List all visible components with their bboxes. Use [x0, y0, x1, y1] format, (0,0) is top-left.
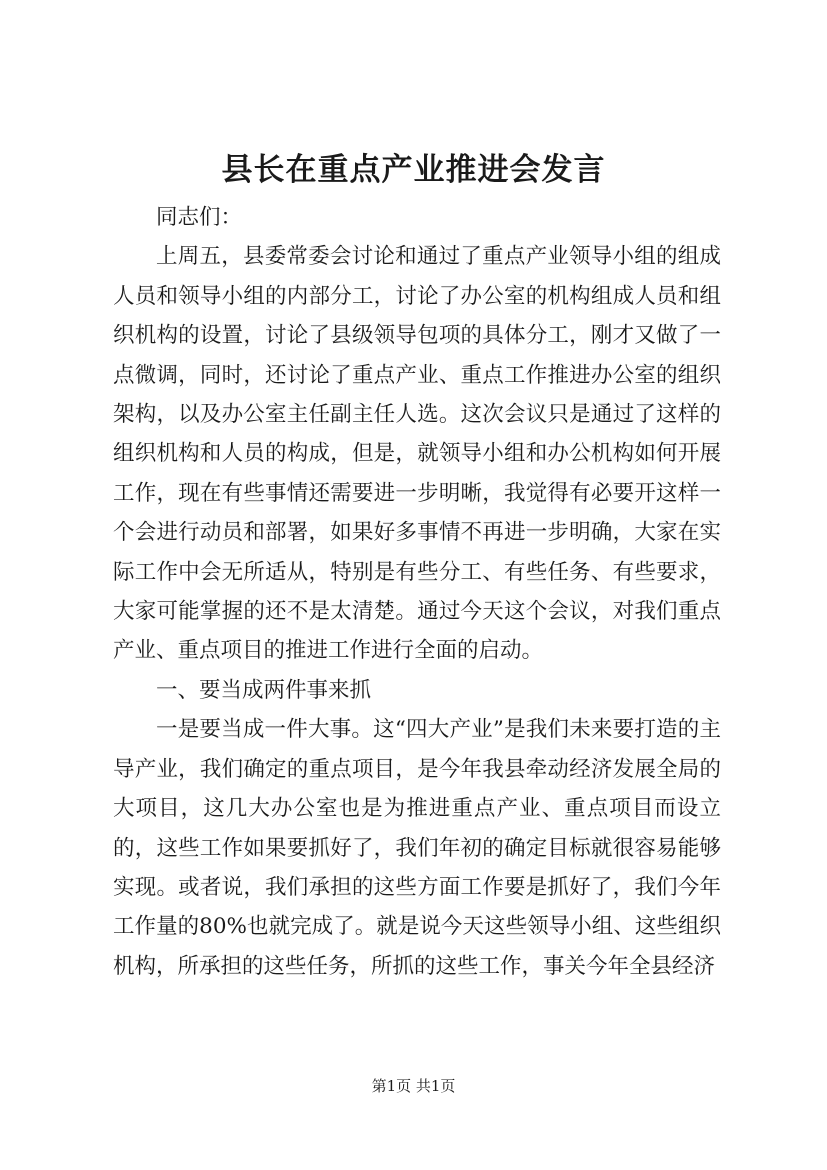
body-paragraph: 一是要当成一件大事。这“四大产业”是我们未来要打造的主导产业，我们确定的重点项目，是今年我县牵动经济发展全局的大项目，这几大办公室也是为推进重点产业、重点项目而设立的，这些工作如果要抓好了，我们年初的确定目标就很容易能够实现。或者说，我们承担的这些方面工作要是抓好了，我们今年工作量的80%也就完成了。就是说今天这些领导小组、这些组织机构，所承担的这些任务，所抓的这些工作，事关今年全县经济	[113, 717, 721, 979]
document-body	[113, 198, 721, 986]
section-heading: 一、要当成两件事来抓	[156, 677, 372, 703]
body-paragraph: 上周五，县委常委会讨论和通过了重点产业领导小组的组成人员和领导小组的内部分工，讨论了办公室的机构组成人员和组织机构的设置，讨论了县级领导包项的具体分工，刚才又做了一点微调，同时，还讨论了重点产业、重点工作推进办公室的组织架构，以及办公室主任副主任人选。这次会议只是通过了这样的组织机构和人员的构成，但是，就领导小组和办公机构如何开展工作，现在有些事情还需要进一步明晰，我觉得有必要开这样一个会进行动员和部署，如果好多事情不再进一步明确，大家在实际工作中会无所适从，特别是有些分工、有些任务、有些要求，大家可能掌握的还不是太清楚。通过今天这个会议，对我们重点产业、重点项目的推进工作进行全面的启动。	[113, 244, 721, 664]
salutation: 同志们：	[156, 205, 243, 230]
page-number-footer: 第1页 共1页	[371, 1077, 456, 1095]
document-title: 县长在重点产业推进会发言	[221, 152, 606, 188]
